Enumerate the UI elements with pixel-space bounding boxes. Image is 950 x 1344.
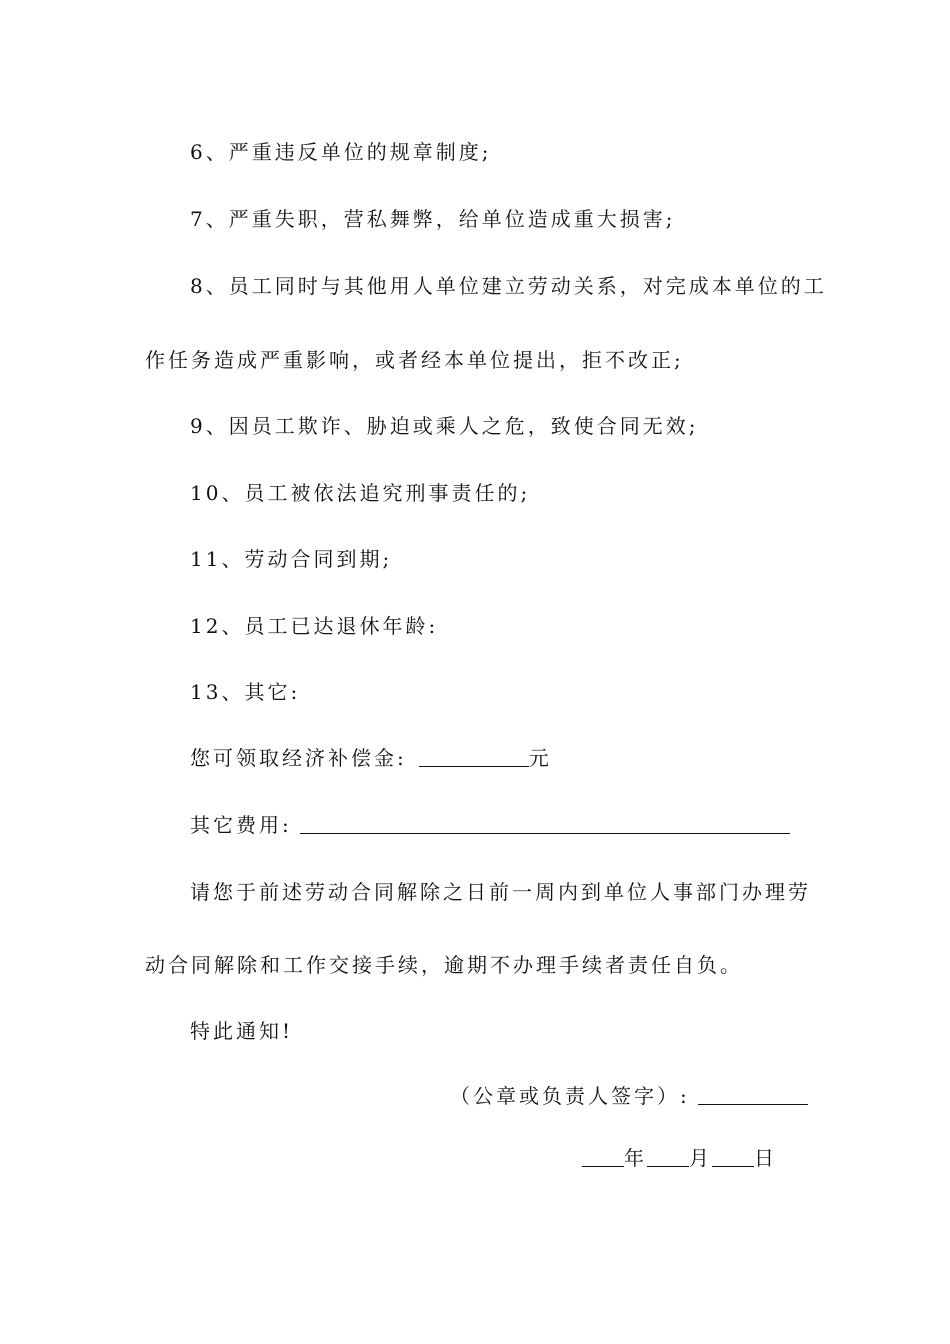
date-day-label: 日	[754, 1146, 777, 1170]
clause-10: 10、员工被依法追究刑事责任的;	[190, 481, 531, 505]
clause-11: 11、劳动合同到期;	[190, 547, 393, 571]
compensation-label: 您可领取经济补偿金:	[190, 746, 407, 770]
year-blank[interactable]	[582, 1146, 624, 1167]
signature-line	[450, 1084, 808, 1108]
signature-blank[interactable]	[698, 1084, 808, 1105]
other-fees-line	[190, 813, 790, 837]
clause-8-line2: 作任务造成严重影响，或者经本单位提出，拒不改正;	[145, 348, 684, 372]
notice-line2: 动合同解除和工作交接手续，逾期不办理手续者责任自负。	[145, 953, 743, 977]
date-month-label: 月	[689, 1146, 712, 1170]
compensation-unit: 元	[528, 746, 552, 770]
date-line	[582, 1146, 777, 1170]
closing-text: 特此通知!	[190, 1019, 294, 1043]
signature-label: （公章或负责人签字）:	[450, 1084, 690, 1108]
clause-7: 7、严重失职，营私舞弊，给单位造成重大损害;	[190, 207, 676, 231]
clause-9: 9、因员工欺诈、胁迫或乘人之危，致使合同无效;	[190, 414, 699, 438]
clause-6: 6、严重违反单位的规章制度;	[190, 140, 492, 164]
clause-8-line1: 8、员工同时与其他用人单位建立劳动关系，对完成本单位的工	[190, 274, 827, 298]
date-year-label: 年	[624, 1146, 647, 1170]
clause-13: 13、其它:	[190, 680, 301, 704]
notice-line1: 请您于前述劳动合同解除之日前一周内到单位人事部门办理劳	[190, 880, 811, 904]
day-blank[interactable]	[712, 1146, 754, 1167]
compensation-line	[190, 746, 552, 770]
other-fees-blank[interactable]	[300, 813, 790, 834]
clause-12: 12、员工已达退休年龄:	[190, 614, 439, 638]
month-blank[interactable]	[647, 1146, 689, 1167]
compensation-amount-blank[interactable]	[419, 746, 529, 767]
other-fees-label: 其它费用:	[190, 813, 292, 837]
